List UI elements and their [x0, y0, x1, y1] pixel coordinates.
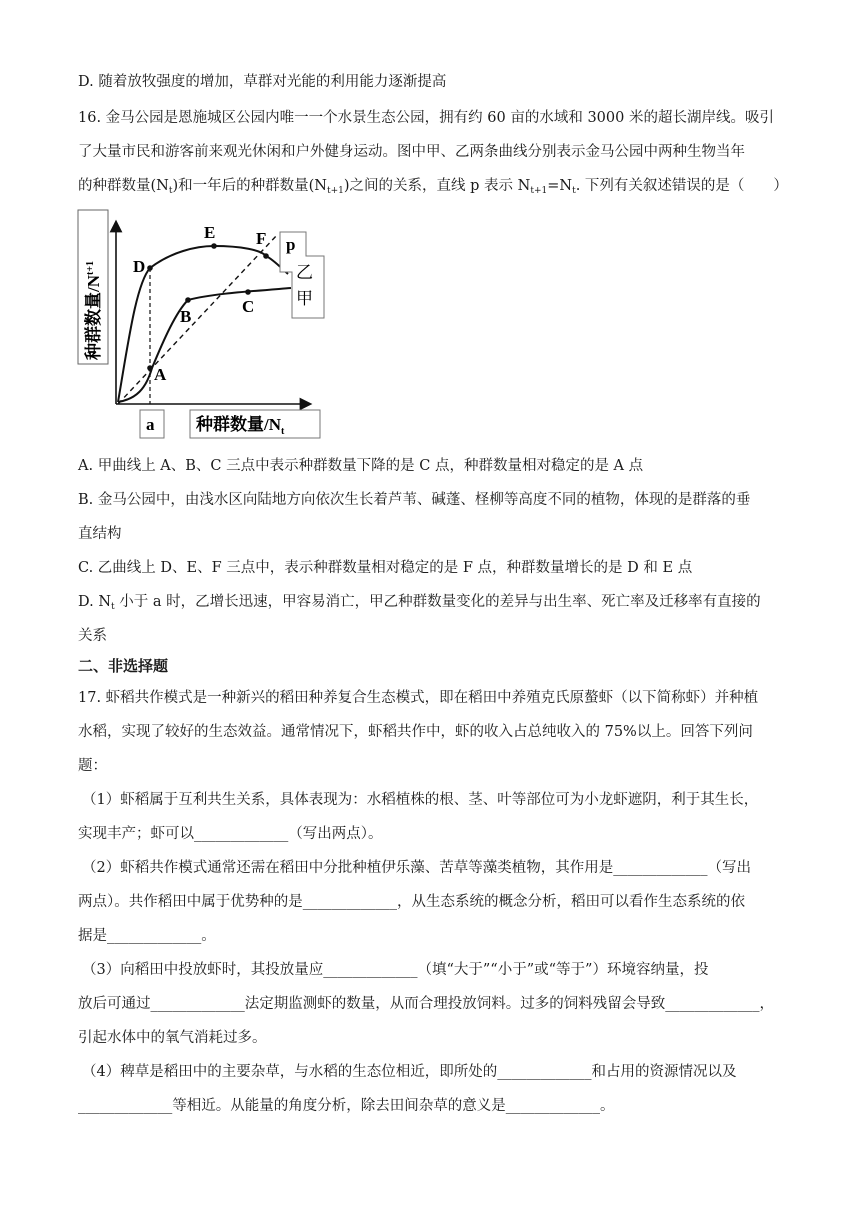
q17-part4-line1: （4）稗草是稻田中的主要杂草，与水稻的生态位相近，即所处的_____________和占用的资源情况以及 [82, 1064, 737, 1080]
q16-option-b-line1: B. 金马公园中，由浅水区向陆地方向依次生长着芦苇、碱蓬、柽柳等高度不同的植物，体现的是群落的垂 [78, 492, 751, 508]
q16-option-a: A. 甲曲线上 A、B、C 三点中表示种群数量下降的是 C 点，种群数量相对稳定的是 A 点 [78, 458, 644, 474]
label-F: F [256, 229, 267, 248]
q16-option-c: C. 乙曲线上 D、E、F 三点中，表示种群数量相对稳定的是 F 点，种群数量增长的是 D 和 E 点 [78, 560, 693, 576]
q17-part3-line2: 放后可通过_____________法定期监测虾的数量，从而合理投放饲料。过多的饲料残留会导致_____________， [78, 996, 774, 1012]
point-B [185, 297, 191, 303]
svg-text:乙: 乙 [296, 263, 313, 282]
q17-part1-line1: （1）虾稻属于互利共生关系，具体表现为：水稻植株的根、茎、叶等部位可为小龙虾遮阴，利于其生长， [82, 792, 759, 808]
q17-part2-line1: （2）虾稻共作模式通常还需在稻田中分批种植伊乐藻、苦草等藻类植物，其作用是_____________（写出 [82, 860, 751, 876]
x-axis-label-box [190, 410, 320, 438]
q16-stem-line2: 了大量市民和游客前来观光休闲和户外健身运动。图中甲、乙两条曲线分别表示金马公园中两种生物当年 [78, 144, 745, 160]
point-F [263, 253, 269, 259]
legend-box [280, 232, 324, 318]
q17-part2-line2: 两点）。共作稻田中属于优势种的是_____________，从生态系统的概念分析，稻田可以看作生态系统的依 [78, 894, 745, 910]
q16-option-d-line2: 关系 [78, 628, 107, 644]
q17-part3-line1: （3）向稻田中投放虾时，其投放量应_____________（填“大于”“小于”或“等于”）环境容纳量，投 [82, 962, 709, 978]
q17-part3-line3: 引起水体中的氧气消耗过多。 [78, 1030, 267, 1046]
section-2-title: 二、非选择题 [78, 657, 169, 675]
q16-stem-line3: 的种群数量$(N_t)$和一年后的种群数量$(N_{t+1})$之间的关系，直线 p 表示 $N_{t+1}=N_t$. 下列有关叙述错误的是（ ） [78, 178, 788, 196]
curve-jia [118, 288, 291, 402]
point-E [211, 243, 217, 249]
label-D: D [133, 257, 146, 276]
q15-option-d: D. 随着放牧强度的增加，草群对光能的利用能力逐渐提高 [78, 74, 447, 90]
svg-text:p: p [286, 235, 296, 254]
label-A: A [154, 365, 167, 384]
y-axis-label-box [78, 210, 108, 364]
svg-text:a: a [146, 415, 155, 434]
point-A [147, 365, 153, 371]
population-curve-figure [76, 204, 336, 444]
label-B: B [180, 307, 192, 326]
svg-text:甲: 甲 [296, 289, 313, 308]
svg-text:种群数量/Nt+1: 种群数量$/N^{t+1}$ [84, 260, 103, 360]
x-marker-box [140, 410, 164, 438]
svg-text:种群数量/Nt: 种群数量$/N_t$ [196, 415, 285, 437]
q16-option-d-line1: D. $N_t$ 小于 a 时，乙增长迅速，甲容易消亡，甲乙种群数量变化的差异与出生率、死亡率及迁移率有直接的 [78, 594, 761, 612]
q17-part2-line3: 据是_____________。 [78, 928, 216, 944]
q17-stem-line2: 水稻，实现了较好的生态效益。通常情况下，虾稻共作中，虾的收入占总纯收入的 75%以上。回答下列问 [78, 724, 753, 740]
label-C: C [242, 297, 255, 316]
q16-stem-line1: 16. 金马公园是恩施城区公园内唯一一个水景生态公园，拥有约 60 亩的水域和 3000 米的超长湖岸线。吸引 [78, 110, 774, 126]
q17-part1-line2: 实现丰产；虾可以_____________（写出两点）。 [78, 826, 383, 842]
q17-stem-line3: 题： [78, 758, 107, 774]
label-E: E [204, 223, 216, 242]
point-C [245, 289, 251, 295]
q17-stem-line1: 17. 虾稻共作模式是一种新兴的稻田种养复合生态模式，即在稻田中养殖克氏原螯虾（以下简称虾）并种植 [78, 690, 759, 706]
q17-part4-line2: _____________等相近。从能量的角度分析，除去田间杂草的意义是_____________。 [78, 1098, 615, 1114]
point-D [147, 265, 153, 271]
q16-option-b-line2: 直结构 [78, 526, 122, 542]
